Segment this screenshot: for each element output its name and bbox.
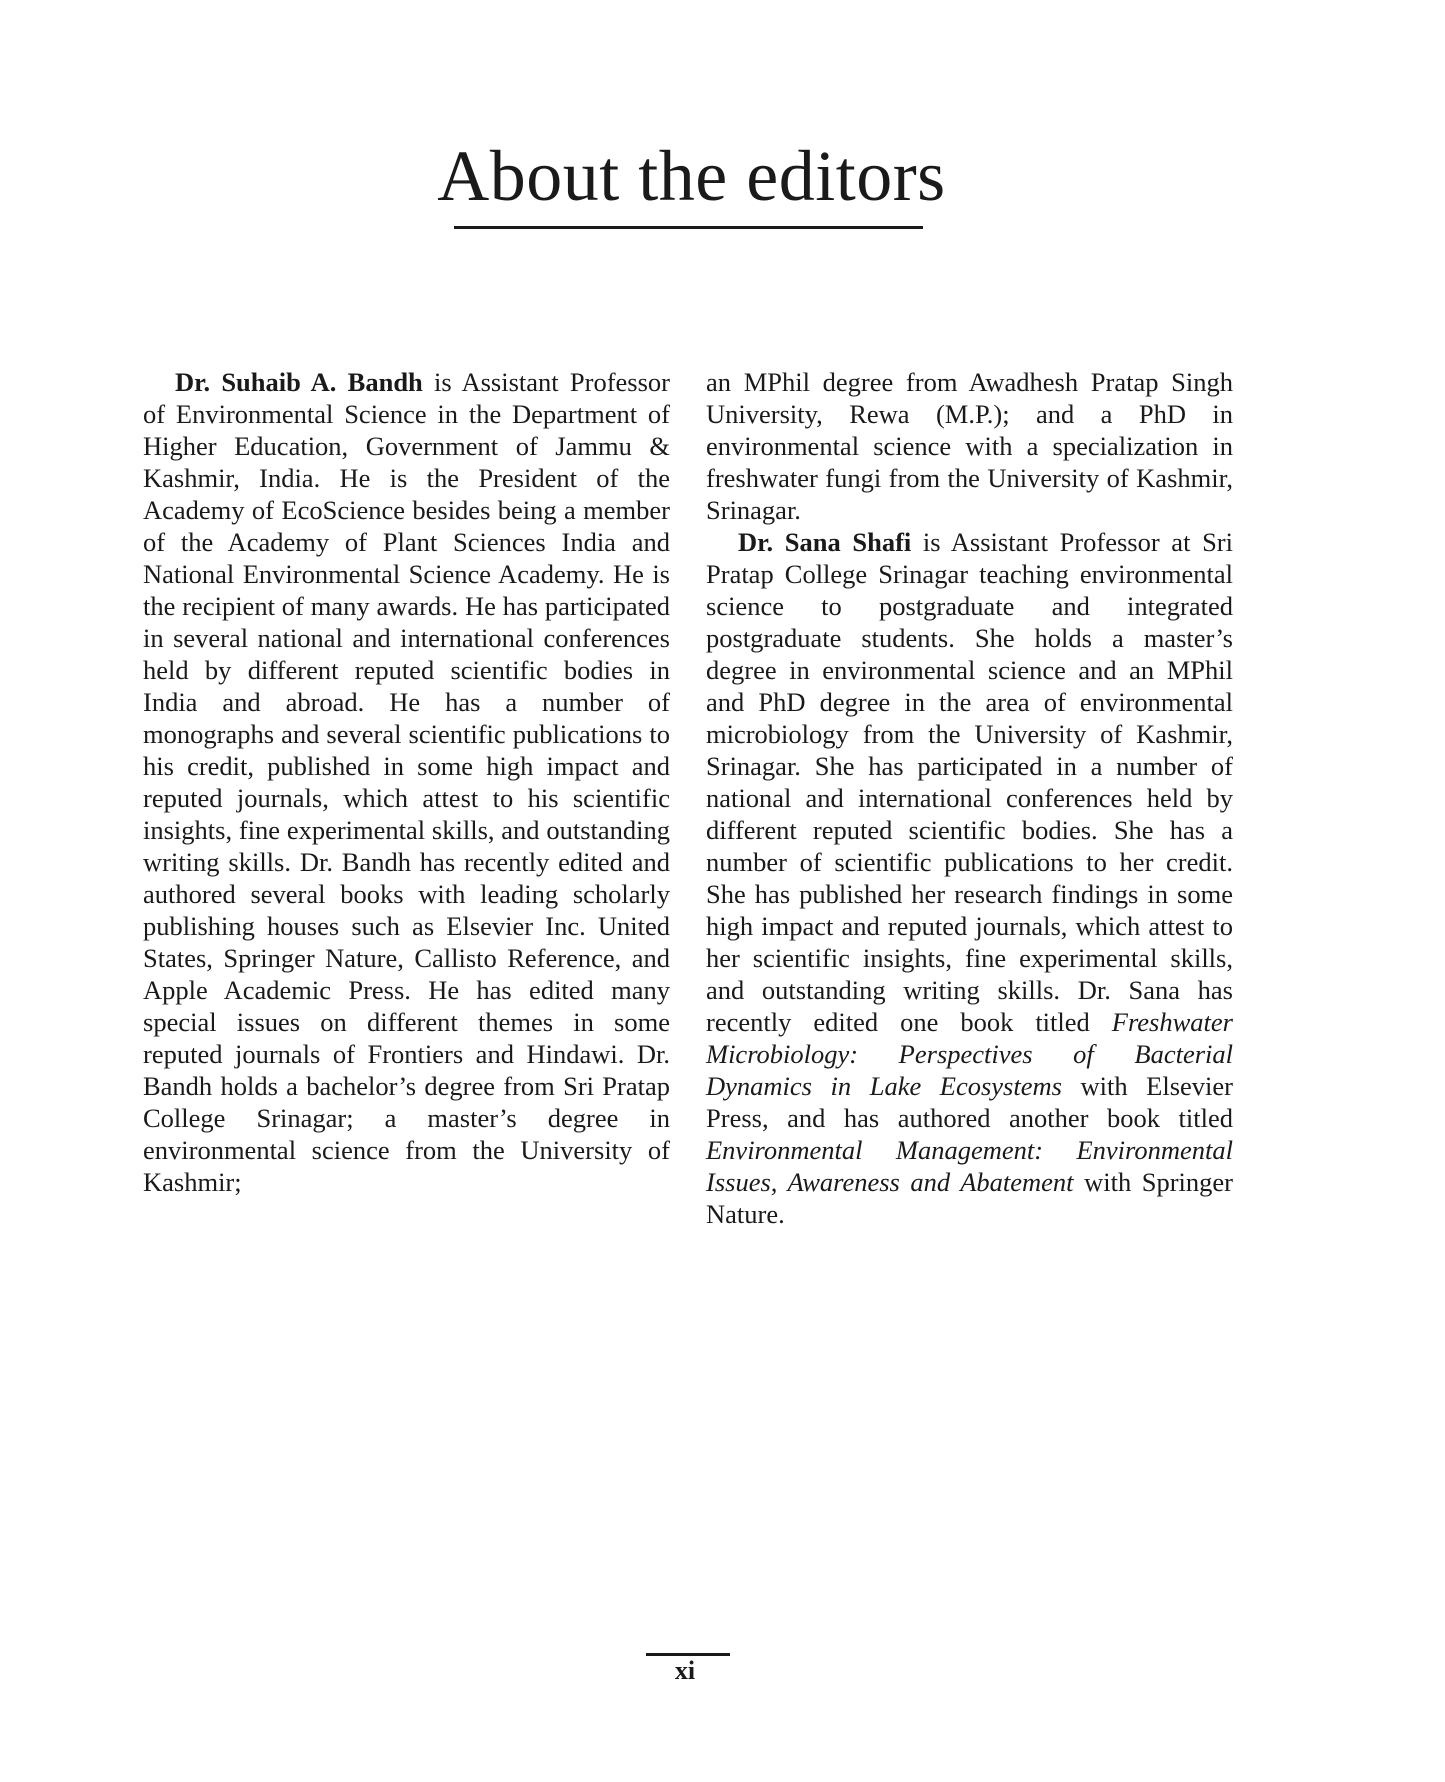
- page-number: xi: [674, 1656, 696, 1685]
- editor1-bio: is Assistant Professor of Environmental Science in the Department of Higher Education, Government of Jammu & Kashmir, India. He is the President of the Academy of EcoScience besides being a member of the Academy of Plant Sciences India and National Environmental Science Academy. He is the recipient of many awards. He has participated in several national and international conferences held by different reputed scientific bodies in India and abroad. He has a number of monographs and several scientific publications to his credit, published in some high impact and reputed journals, which attest to his scientific insights, fine experimental skills, and outstanding writing skills. Dr. Bandh has recently edited and authored several books with leading scholarly publishing houses such as Elsevier Inc. United States, Springer Nature, Callisto Reference, and Apple Academic Press. He has edited many special issues on different themes in some reputed journals of Frontiers and Hindawi. Dr. Bandh holds a bachelor’s degree from Sri Pratap College Srinagar; a master’s degree in environmental science from the University of Kashmir;: [143, 367, 670, 1197]
- editor1-paragraph: [143, 366, 670, 1198]
- editor1-bio-continued: an MPhil degree from Awadhesh Pratap Singh University, Rewa (M.P.); and a PhD in environmental science with a specialization in freshwater fungi from the University of Kashmir, Srinagar.: [706, 367, 1233, 525]
- editor2-name: Dr. Sana Shafi: [738, 527, 912, 557]
- page-title: About the editors: [437, 136, 946, 216]
- editor2-book2-title: Environmental Management: Environmental Issues, Awareness and Abatement: [706, 1135, 1233, 1197]
- right-column: [706, 366, 1233, 1230]
- left-column: [143, 366, 670, 1198]
- editor2-book1-title: Freshwater Microbiology: Perspectives of Bacterial Dynamics in Lake Ecosystems: [706, 1007, 1233, 1101]
- editor1-name: Dr. Suhaib A. Bandh: [175, 367, 423, 397]
- editor2-bio-part3: with Springer Nature.: [706, 1167, 1233, 1229]
- editor2-bio-part1: is Assistant Professor at Sri Pratap College Srinagar teaching environmental science to postgraduate and integrated postgraduate students. She holds a master’s degree in environmental science and an MPhil and PhD degree in the area of environmental microbiology from the University of Kashmir, Srinagar. She has participated in a number of national and international conferences held by different reputed scientific bodies. She has a number of scientific publications to her credit. She has published her research findings in some high impact and reputed journals, which attest to her scientific insights, fine experimental skills, and outstanding writing skills. Dr. Sana has recently edited one book titled: [706, 527, 1233, 1037]
- editor1-paragraph-continued: [706, 366, 1233, 526]
- editor2-bio-part2: with Elsevier Press, and has authored another book titled: [706, 1071, 1234, 1133]
- title-underline: [454, 226, 923, 229]
- editor2-paragraph: [706, 526, 1233, 1230]
